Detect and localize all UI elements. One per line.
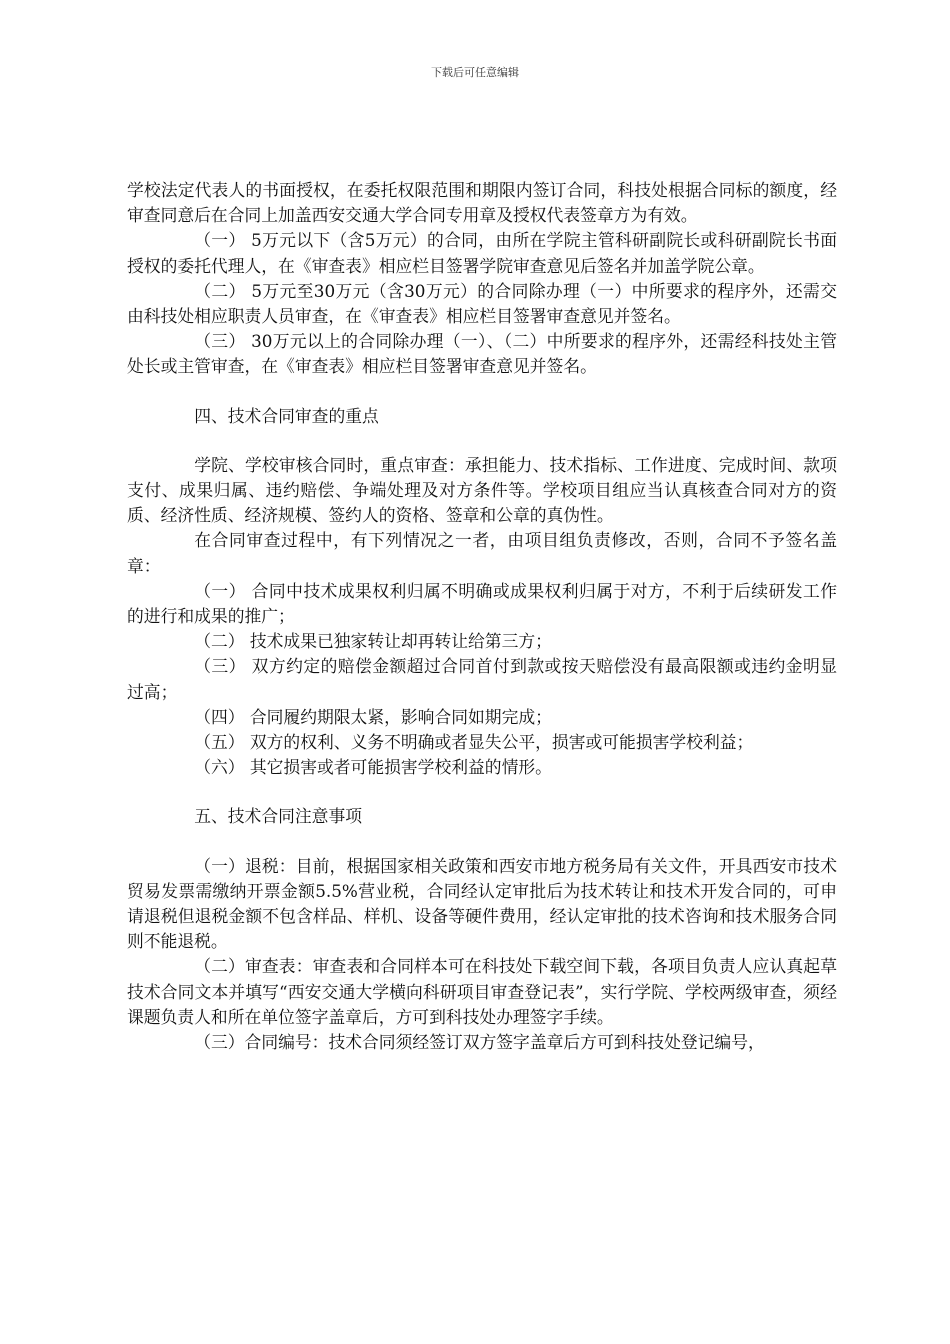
paragraph: 在合同审查过程中，有下列情况之一者，由项目组负责修改，否则，合同不予签名盖章： [127,530,837,576]
clause-item: （二）审查表：审查表和合同样本可在科技处下载空间下载，各项目负责人应认真起草技术合同文本并填写“西安交通大学横向科研项目审查登记表”，实行学院、学校两级审查，须经课题负责人和所在单位签字盖章后，方可到科技处办理签字手续。 [127,956,837,1027]
section-heading: 四、技术合同审查的重点 [194,405,379,426]
document-body [127,178,837,1055]
page-header-note: 下载后可任意编辑 [431,66,519,79]
clause-item: （四） 合同履约期限太紧，影响合同如期完成； [194,706,552,727]
clause-item: （二） 技术成果已独家转让却再转让给第三方； [194,631,552,652]
clause-item: （六） 其它损害或者可能损害学校利益的情形。 [194,757,552,778]
clause-item: （一） 合同中技术成果权利归属不明确或成果权利归属于对方，不利于后续研发工作的进行和成果的推广； [127,580,837,627]
section-heading: 五、技术合同注意事项 [194,806,363,827]
clause-item: （三） 30万元以上的合同除办理（一）、（二）中所要求的程序外，还需经科技处主管处长或主管审查，在《审查表》相应栏目签署审查意见并签名。 [127,331,837,377]
clause-item: （一） 5万元以下（含5万元）的合同，由所在学院主管科研副院长或科研副院长书面授权的委托代理人，在《审查表》相应栏目签署学院审查意见后签名并加盖学院公章。 [127,230,837,276]
clause-item: （三）合同编号：技术合同须经签订双方签字盖章后方可到科技处登记编号， [194,1032,765,1053]
paragraph: 学校法定代表人的书面授权，在委托权限范围和期限内签订合同，科技处根据合同标的额度，经审查同意后在合同上加盖西安交通大学合同专用章及授权代表签章方为有效。 [127,180,837,226]
paragraph: 学院、学校审核合同时，重点审查：承担能力、技术指标、工作进度、完成时间、款项支付、成果归属、违约赔偿、争端处理及对方条件等。学校项目组应当认真核查合同对方的资质、经济性质、经济规模、签约人的资格、签章和公章的真伪性。 [127,454,837,526]
clause-item: （五） 双方的权利、义务不明确或者显失公平，损害或可能损害学校利益； [194,732,754,753]
clause-item: （二） 5万元至30万元（含30万元）的合同除办理（一）中所要求的程序外，还需交由科技处相应职责人员审查，在《审查表》相应栏目签署审查意见并签名。 [127,280,837,327]
clause-item: （一）退税：目前，根据国家相关政策和西安市地方税务局有关文件，开具西安市技术贸易发票需缴纳开票金额5.5%营业税，合同经认定审批后为技术转让和技术开发合同的，可申请退税但退税金额不包含样品、样机、设备等硬件费用，经认定审批的技术咨询和技术服务合同则不能退税。 [127,855,837,952]
clause-item: （三） 双方约定的赔偿金额超过合同首付到款或按天赔偿没有最高限额或违约金明显过高； [127,656,837,702]
